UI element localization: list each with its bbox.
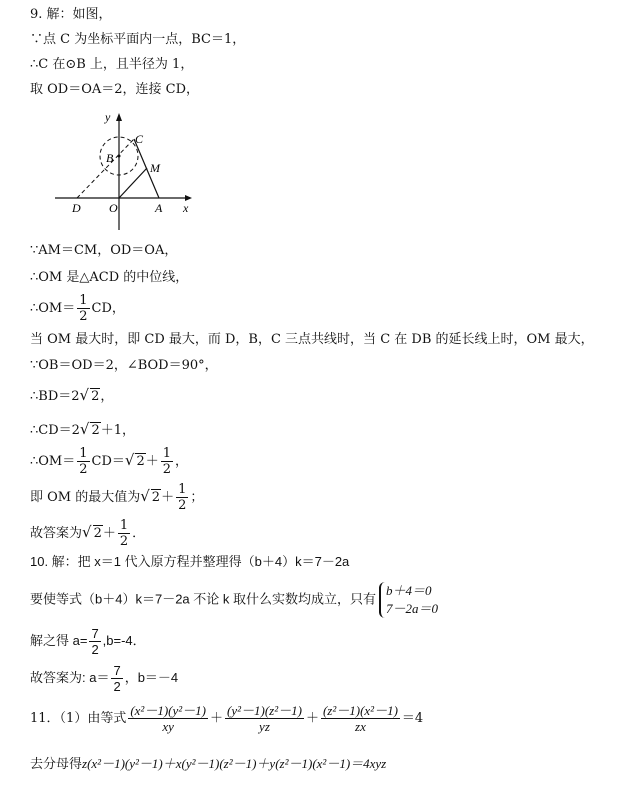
problem9-line7: ∴OM＝ $\frac{1}{2}$ CD， xyxy=(30,293,125,324)
label-m: M xyxy=(150,161,160,175)
problem9-line11: ∴CD＝2√ 2＋1， xyxy=(30,420,136,438)
problem9-line1: 9. 解：如图， xyxy=(30,7,112,22)
label-b: B xyxy=(106,151,114,165)
line-om xyxy=(119,168,147,198)
problem11-line1: 11．（1）由等式 $\frac{\text{(x²－1)(y²－1)}}{xy}$ ＋ $\frac{\text{(y²－1)(z²－1)}}{yz}$ ＋ $\frac{\text{(z²－1)(x²－1)}}{zx}$ ＝4 xyxy=(30,703,424,734)
problem10-line4: 故答案为: a＝ $\frac{7}{2}$ ，b＝－4 xyxy=(30,663,179,694)
fraction-half: $\frac{1}{2}$ xyxy=(79,293,88,324)
y-axis-arrow xyxy=(116,113,122,121)
label-a: A xyxy=(155,201,163,215)
line-dc xyxy=(77,139,134,198)
problem10-line1: 10. 解：把 x＝1 代入原方程并整理得（b＋4）k＝7－2a xyxy=(30,554,350,569)
label-y: y xyxy=(105,110,111,124)
problem9-line4: 取 OD＝OA＝2，连接 CD， xyxy=(30,82,200,97)
label-o: O xyxy=(109,201,118,215)
problem11-line2: 去分母得z(x²－1)(y²－1)＋x(y²－1)(z²－1)＋y(z²－1)(x²－1)＝4xyz xyxy=(30,756,387,772)
problem9-line13: 即 OM 的最大值为√ 2＋ $\frac{1}{2}$ ； xyxy=(30,482,204,513)
problem9-line3: ∴C 在⊙B 上，且半径为 1， xyxy=(30,57,194,72)
problem9-line5: ∵AM＝CM，OD＝OA， xyxy=(30,243,178,258)
geometry-diagram xyxy=(55,110,205,235)
problem9-line10: ∴BD＝2√ 2， xyxy=(30,386,114,404)
label-d: D xyxy=(72,201,81,215)
problem9-line6: ∴OM 是△ACD 的中位线， xyxy=(30,270,189,285)
point-b xyxy=(118,155,121,158)
equation-system: b＋4＝0 7－2a＝0 xyxy=(379,582,438,618)
label-c: C xyxy=(135,132,144,146)
problem9-line9: ∵OB＝OD＝2，∠BOD＝90°， xyxy=(30,358,218,373)
problem9-line2: ∵点 C 为坐标平面内一点，BC＝1， xyxy=(30,32,246,47)
problem9-line14: 故答案为√ 2＋ $\frac{1}{2}$ ． xyxy=(30,518,146,549)
problem9-line8: 当 OM 最大时，即 CD 最大，而 D，B，C 三点共线时，当 C 在 DB 的延长线上时，OM 最大， xyxy=(30,332,594,347)
problem9-line12: ∴OM＝ $\frac{1}{2}$ CD＝√ 2＋ $\frac{1}{2}$ ， xyxy=(30,446,189,477)
label-x: x xyxy=(183,201,189,215)
problem10-line2: 要使等式（b＋4）k＝7－2a 不论 k 取什么实数均成立，只有 b＋4＝0 7－2a＝0 xyxy=(30,583,439,616)
problem10-line3: 解之得 a= $\frac{7}{2}$ ,b=-4． xyxy=(30,626,146,657)
